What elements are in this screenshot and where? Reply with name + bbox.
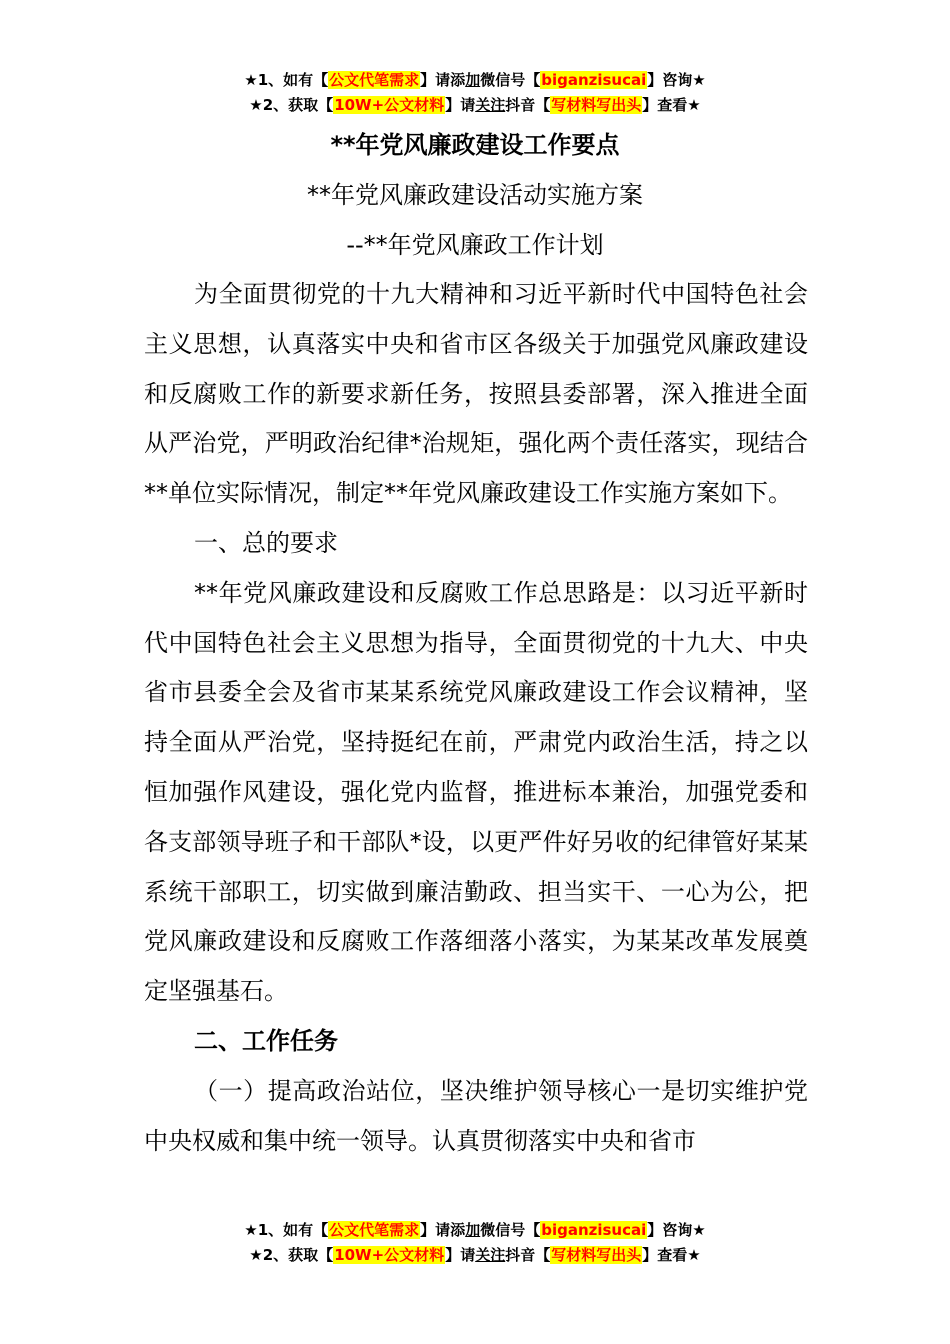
- paragraph-general-requirements: **年党风廉政建设和反腐败工作总思路是：以习近平新时代中国特色社会主义思想为指导，全面贯彻党的十九大、中央省市县委全会及省市某某系统党风廉政建设工作会议精神，坚持全面从严治党，坚持挺纪在前，严肃党内政治生活，持之以恒加强作风建设，强化党内监督，推进标本兼治，加强党委和各支部领导班子和干部队*设，以更严件好另收的纪律管好某某系统干部职工，切实做到廉洁勤政、担当实干、一心为公，把党风廉政建设和反腐败工作落细落小落实，为某某改革发展奠定坚强基石。: [144, 578, 808, 1006]
- banner-text: 】请添: [420, 1221, 466, 1239]
- paragraph-intro: 为全面贯彻党的十九大精神和习近平新时代中国特色社会主义思想，认真落实中央和省市区各级关于加强党风廉政建设和反腐败工作的新要求新任务，按照县委部署，深入推进全面从严治党，严明政治纪律*治规矩，强化两个责任落实，现结合**单位实际情况，制定**年党风廉政建设工作实施方案如下。: [144, 280, 808, 508]
- header-banner-line-1: [0, 68, 950, 93]
- header-banner-line-2: [0, 93, 950, 118]
- banner-wechat-id: biganzisucai: [541, 1221, 647, 1239]
- banner-text: 抖音【: [505, 96, 551, 114]
- banner-highlight: 公文代笔需求: [329, 71, 420, 89]
- banner-wechat-id: biganzisucai: [541, 71, 647, 89]
- document-title: **年党风廉政建设工作要点: [330, 131, 620, 159]
- banner-text: 】查看★: [642, 96, 701, 114]
- banner-underlined-text: 关注: [475, 96, 506, 114]
- banner-highlight: 10W+公文材料: [334, 1246, 445, 1264]
- banner-text: 】咨询★: [647, 1221, 706, 1239]
- banner-text: 抖音【: [505, 1246, 551, 1264]
- banner-underlined-text: 关注: [475, 1246, 506, 1264]
- section-heading-work-tasks: 二、工作任务: [194, 1026, 338, 1055]
- paragraph-work-tasks-1: （一）提高政治站位，坚决维护领导核心一是切实维护党中央权威和集中统一领导。认真贯彻落实中央和省市: [144, 1076, 808, 1155]
- banner-highlight: 公文代笔需求: [329, 1221, 420, 1239]
- banner-text: 微信号【: [480, 71, 541, 89]
- document-body: [144, 270, 808, 1166]
- banner-douyin-account: 写材料写出头: [551, 1246, 642, 1264]
- banner-underlined-text: 加: [465, 71, 481, 89]
- banner-text: ★2、获取【: [249, 1246, 334, 1264]
- banner-text: 】查看★: [642, 1246, 701, 1264]
- banner-text: ★1、如有【: [244, 71, 329, 89]
- banner-text: 微信号【: [480, 1221, 541, 1239]
- banner-text: 】请: [445, 96, 476, 114]
- banner-text: 】咨询★: [647, 71, 706, 89]
- header-banner: [0, 68, 950, 118]
- banner-text: 】请添: [420, 71, 466, 89]
- banner-douyin-account: 写材料写出头: [551, 96, 642, 114]
- banner-text: ★1、如有【: [244, 1221, 329, 1239]
- section-heading-general-requirements: 一、总的要求: [194, 528, 338, 557]
- banner-underlined-text: 加: [465, 1221, 481, 1239]
- footer-banner-line-1: [0, 1218, 950, 1243]
- banner-highlight: 10W+公文材料: [334, 96, 445, 114]
- footer-banner-line-2: [0, 1243, 950, 1268]
- document-subtitle-2: --**年党风廉政工作计划: [346, 231, 604, 259]
- footer-banner: [0, 1218, 950, 1268]
- banner-text: ★2、获取【: [249, 96, 334, 114]
- banner-text: 】请: [445, 1246, 476, 1264]
- document-subtitle: **年党风廉政建设活动实施方案: [307, 181, 643, 209]
